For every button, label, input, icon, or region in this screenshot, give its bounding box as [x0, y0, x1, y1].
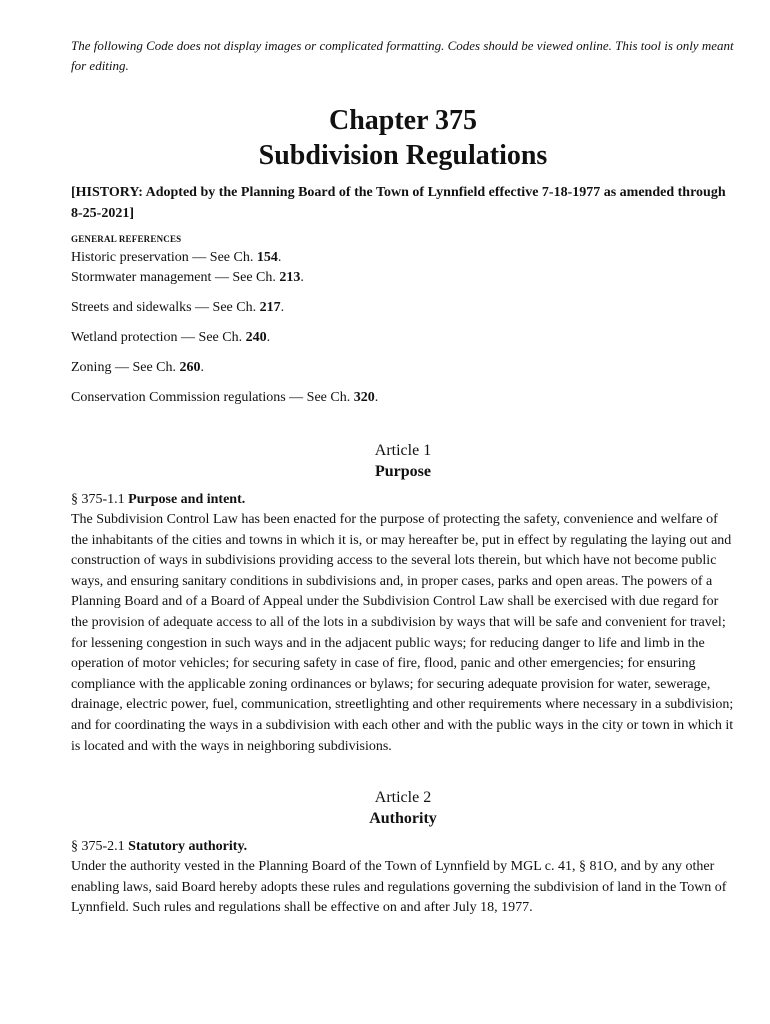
- article-1-title: Purpose: [375, 463, 431, 480]
- reference-chapter-link[interactable]: 260: [179, 360, 201, 375]
- reference-item: Streets and sidewalks — See Ch. 217.: [71, 300, 285, 315]
- section-number: § 375-1.1: [71, 492, 125, 507]
- article-2-title: Authority: [369, 810, 437, 828]
- reference-chapter-link[interactable]: 320: [353, 390, 375, 405]
- reference-item: Zoning — See Ch. 260.: [71, 360, 204, 375]
- section-body: The Subdivision Control Law has been enacted for the purpose of protecting the safety, convenience and welfare of the inhabitants of the cities and towns in which it is, or may hereafter be, put in effect by regulating the laying out and construction of ways in subdivisions providing access to the several lots therein, but which have not become public ways, and ensuring sanitary conditions in subdivisions and, in proper cases, parks and open areas. The powers of a Planning Board and of a Board of Appeal under the Subdivision Control Law shall be exercised with due regard for the provision of adequate access to all of the lots in a subdivision by ways that will be safe and convenient for travel; for lessening congestion in such ways and in the adjacent public ways; for reducing danger to life and limb in the operation of motor vehicles; for securing safety in case of fire, flood, panic and other emergencies; for ensuring compliance with the applicable zoning ordinances or bylaws; for securing adequate provision for water, sewerage, drainage, electric power, fuel, communication, streetlighting and other requirements where necessary in a subdivision; and for coordinating the ways in a subdivision with each other and with the public ways in the city or town in which it is located and with the ways in neighboring subdivisions.: [71, 512, 734, 754]
- section-heading: [71, 837, 735, 857]
- chapter-title: Subdivision Regulations: [258, 140, 548, 171]
- article-2-label: Article 2: [374, 789, 432, 807]
- editing-notice: The following Code does not display images or complicated formatting. Codes should be viewed online. This tool is only meant for editing.: [71, 38, 734, 73]
- reference-chapter-link[interactable]: 154: [256, 250, 278, 265]
- chapter-number: Chapter 375: [328, 105, 478, 136]
- section-title: Statutory authority.: [128, 839, 248, 855]
- reference-chapter-link[interactable]: 217: [259, 300, 281, 315]
- reference-text: Zoning — See Ch.: [71, 360, 180, 375]
- history-note: [HISTORY: Adopted by the Planning Board of the Town of Lynnfield effective 7-18-1977 as amended through 8-25-2021]: [71, 185, 726, 221]
- reference-text: Conservation Commission regulations — See Ch.: [71, 390, 354, 405]
- reference-text: Wetland protection — See Ch.: [71, 330, 246, 345]
- reference-chapter-link[interactable]: 240: [245, 330, 267, 345]
- reference-text: Historic preservation — See Ch.: [71, 250, 257, 265]
- section-number: § 375-2.1: [71, 839, 125, 855]
- section-body: Under the authority vested in the Planning Board of the Town of Lynnfield by MGL c. 41, § 81O, and by any other enabling laws, said Board hereby adopts these rules and regulations governing the subdivision of land in the Town of Lynnfield. Such rules and regulations shall be effective on and after July 18, 1977.: [71, 859, 727, 916]
- section-heading: [71, 490, 735, 510]
- reference-item: Conservation Commission regulations — See Ch. 320.: [71, 390, 379, 405]
- reference-text: Stormwater management — See Ch.: [71, 270, 280, 285]
- reference-item: Historic preservation — See Ch. 154.: [71, 250, 282, 265]
- general-references-heading: GENERAL REFERENCES: [71, 234, 182, 244]
- reference-item: Stormwater management — See Ch. 213.: [71, 270, 304, 285]
- reference-item: Wetland protection — See Ch. 240.: [71, 330, 271, 345]
- document-page: [71, 36, 735, 919]
- section-title: Purpose and intent.: [128, 492, 246, 507]
- reference-text: Streets and sidewalks — See Ch.: [71, 300, 260, 315]
- article-1-label: Article 1: [374, 442, 432, 459]
- reference-chapter-link[interactable]: 213: [279, 270, 301, 285]
